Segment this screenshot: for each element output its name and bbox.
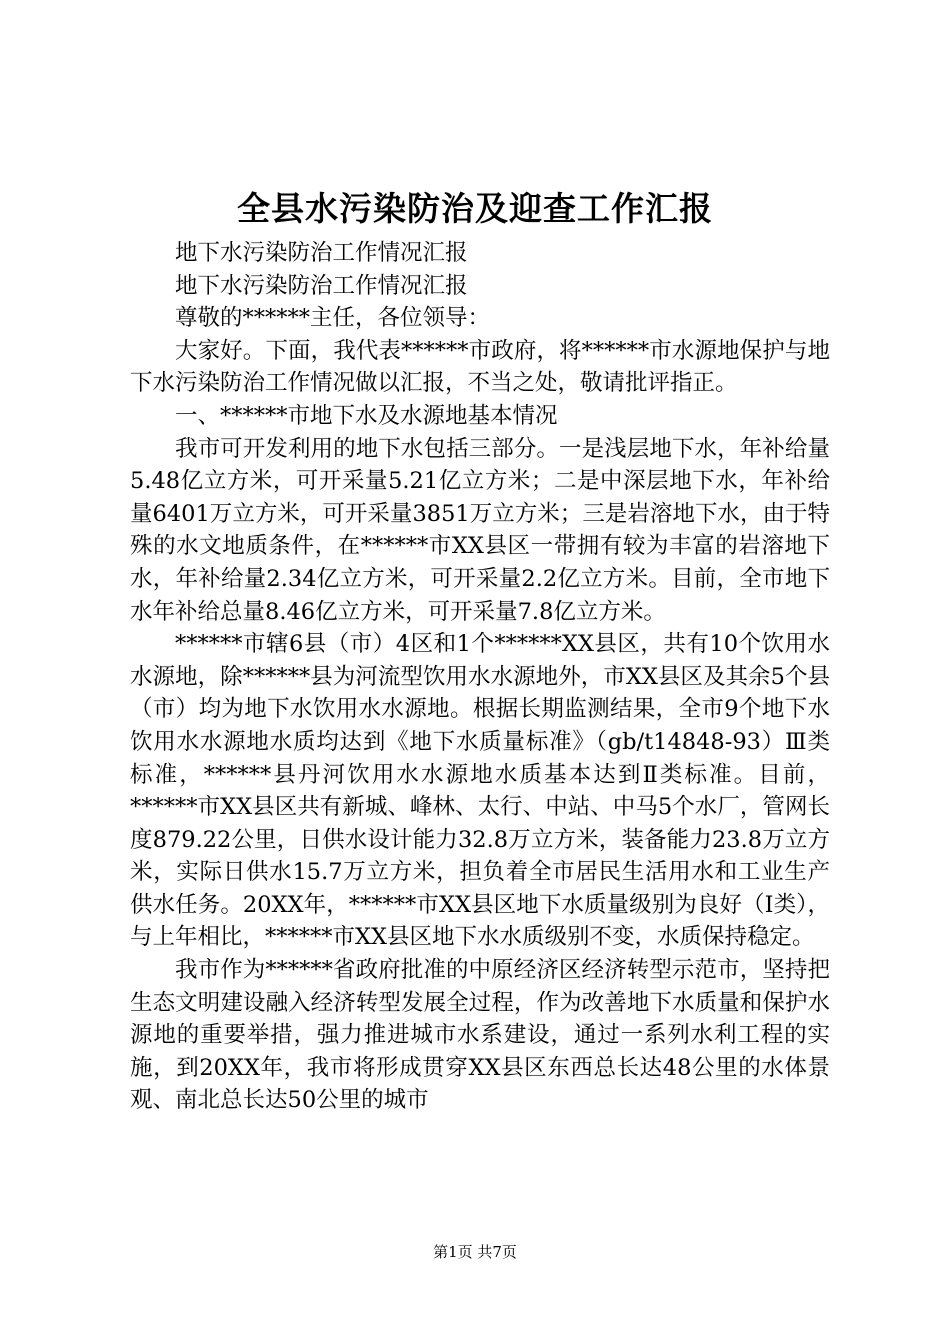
- paragraph: 我市作为******省政府批准的中原经济区经济转型示范市，坚持把生态文明建设融入经济转型发展全过程，作为改善地下水质量和保护水源地的重要举措，强力推进城市水系建设，通过一系列水利工程的实施，到20XX年，我市将形成贯穿XX县区东西总长达48公里的水体景观、南北总长达50公里的城市: [130, 957, 830, 1114]
- paragraph: 地下水污染防治工作情况汇报: [175, 272, 468, 299]
- paragraph: 大家好。下面，我代表******市政府，将******市水源地保护与地下水污染防治工作情况做以汇报，不当之处，敬请批评指正。: [130, 337, 830, 397]
- paragraph: ******市辖6县（市）4区和1个******XX县区，共有10个饮用水水源地，除******县为河流型饮用水水源地外，市XX县区及其余5个县（市）均为地下水饮用水水源地。根据长期监测结果，全市9个地下水饮用水水源地水质均达到《地下水质量标准》（gb/t14848-93）Ⅲ类标准，******县丹河饮用水水源地水质基本达到Ⅱ类标准。目前，******市XX县区共有新城、峰林、太行、中站、中马5个水厂，管网长度879.22公里，日供水设计能力32.8万立方米，装备能力23.8万立方米，实际日供水15.7万立方米，担负着全市居民生活用水和工业生产供水任务。20XX年，******市XX县区地下水质量级别为良好（Ⅰ类），与上年相比，******市XX县区地下水水质级别不变，水质保持稳定。: [130, 631, 830, 951]
- page-footer: 第1页 共7页: [433, 1243, 517, 1261]
- salutation: 尊敬的******主任，各位领导：: [175, 305, 491, 332]
- document-body: [130, 237, 830, 1117]
- section-heading: 一、******市地下水及水源地基本情况: [175, 402, 558, 429]
- document-title: 全县水污染防治及迎查工作汇报: [237, 189, 713, 228]
- paragraph: 地下水污染防治工作情况汇报: [175, 240, 468, 266]
- paragraph: 我市可开发利用的地下水包括三部分。一是浅层地下水，年补给量5.48亿立方米，可开采量5.21亿立方米；二是中深层地下水，年补给量6401万立方米，可开采量3851万立方米；三是岩溶地下水，由于特殊的水文地质条件，在******市XX县区一带拥有较为丰富的岩溶地下水，年补给量2.34亿立方米，可开采量2.2亿立方米。目前，全市地下水年补给总量8.46亿立方米，可开采量7.8亿立方米。: [130, 435, 830, 625]
